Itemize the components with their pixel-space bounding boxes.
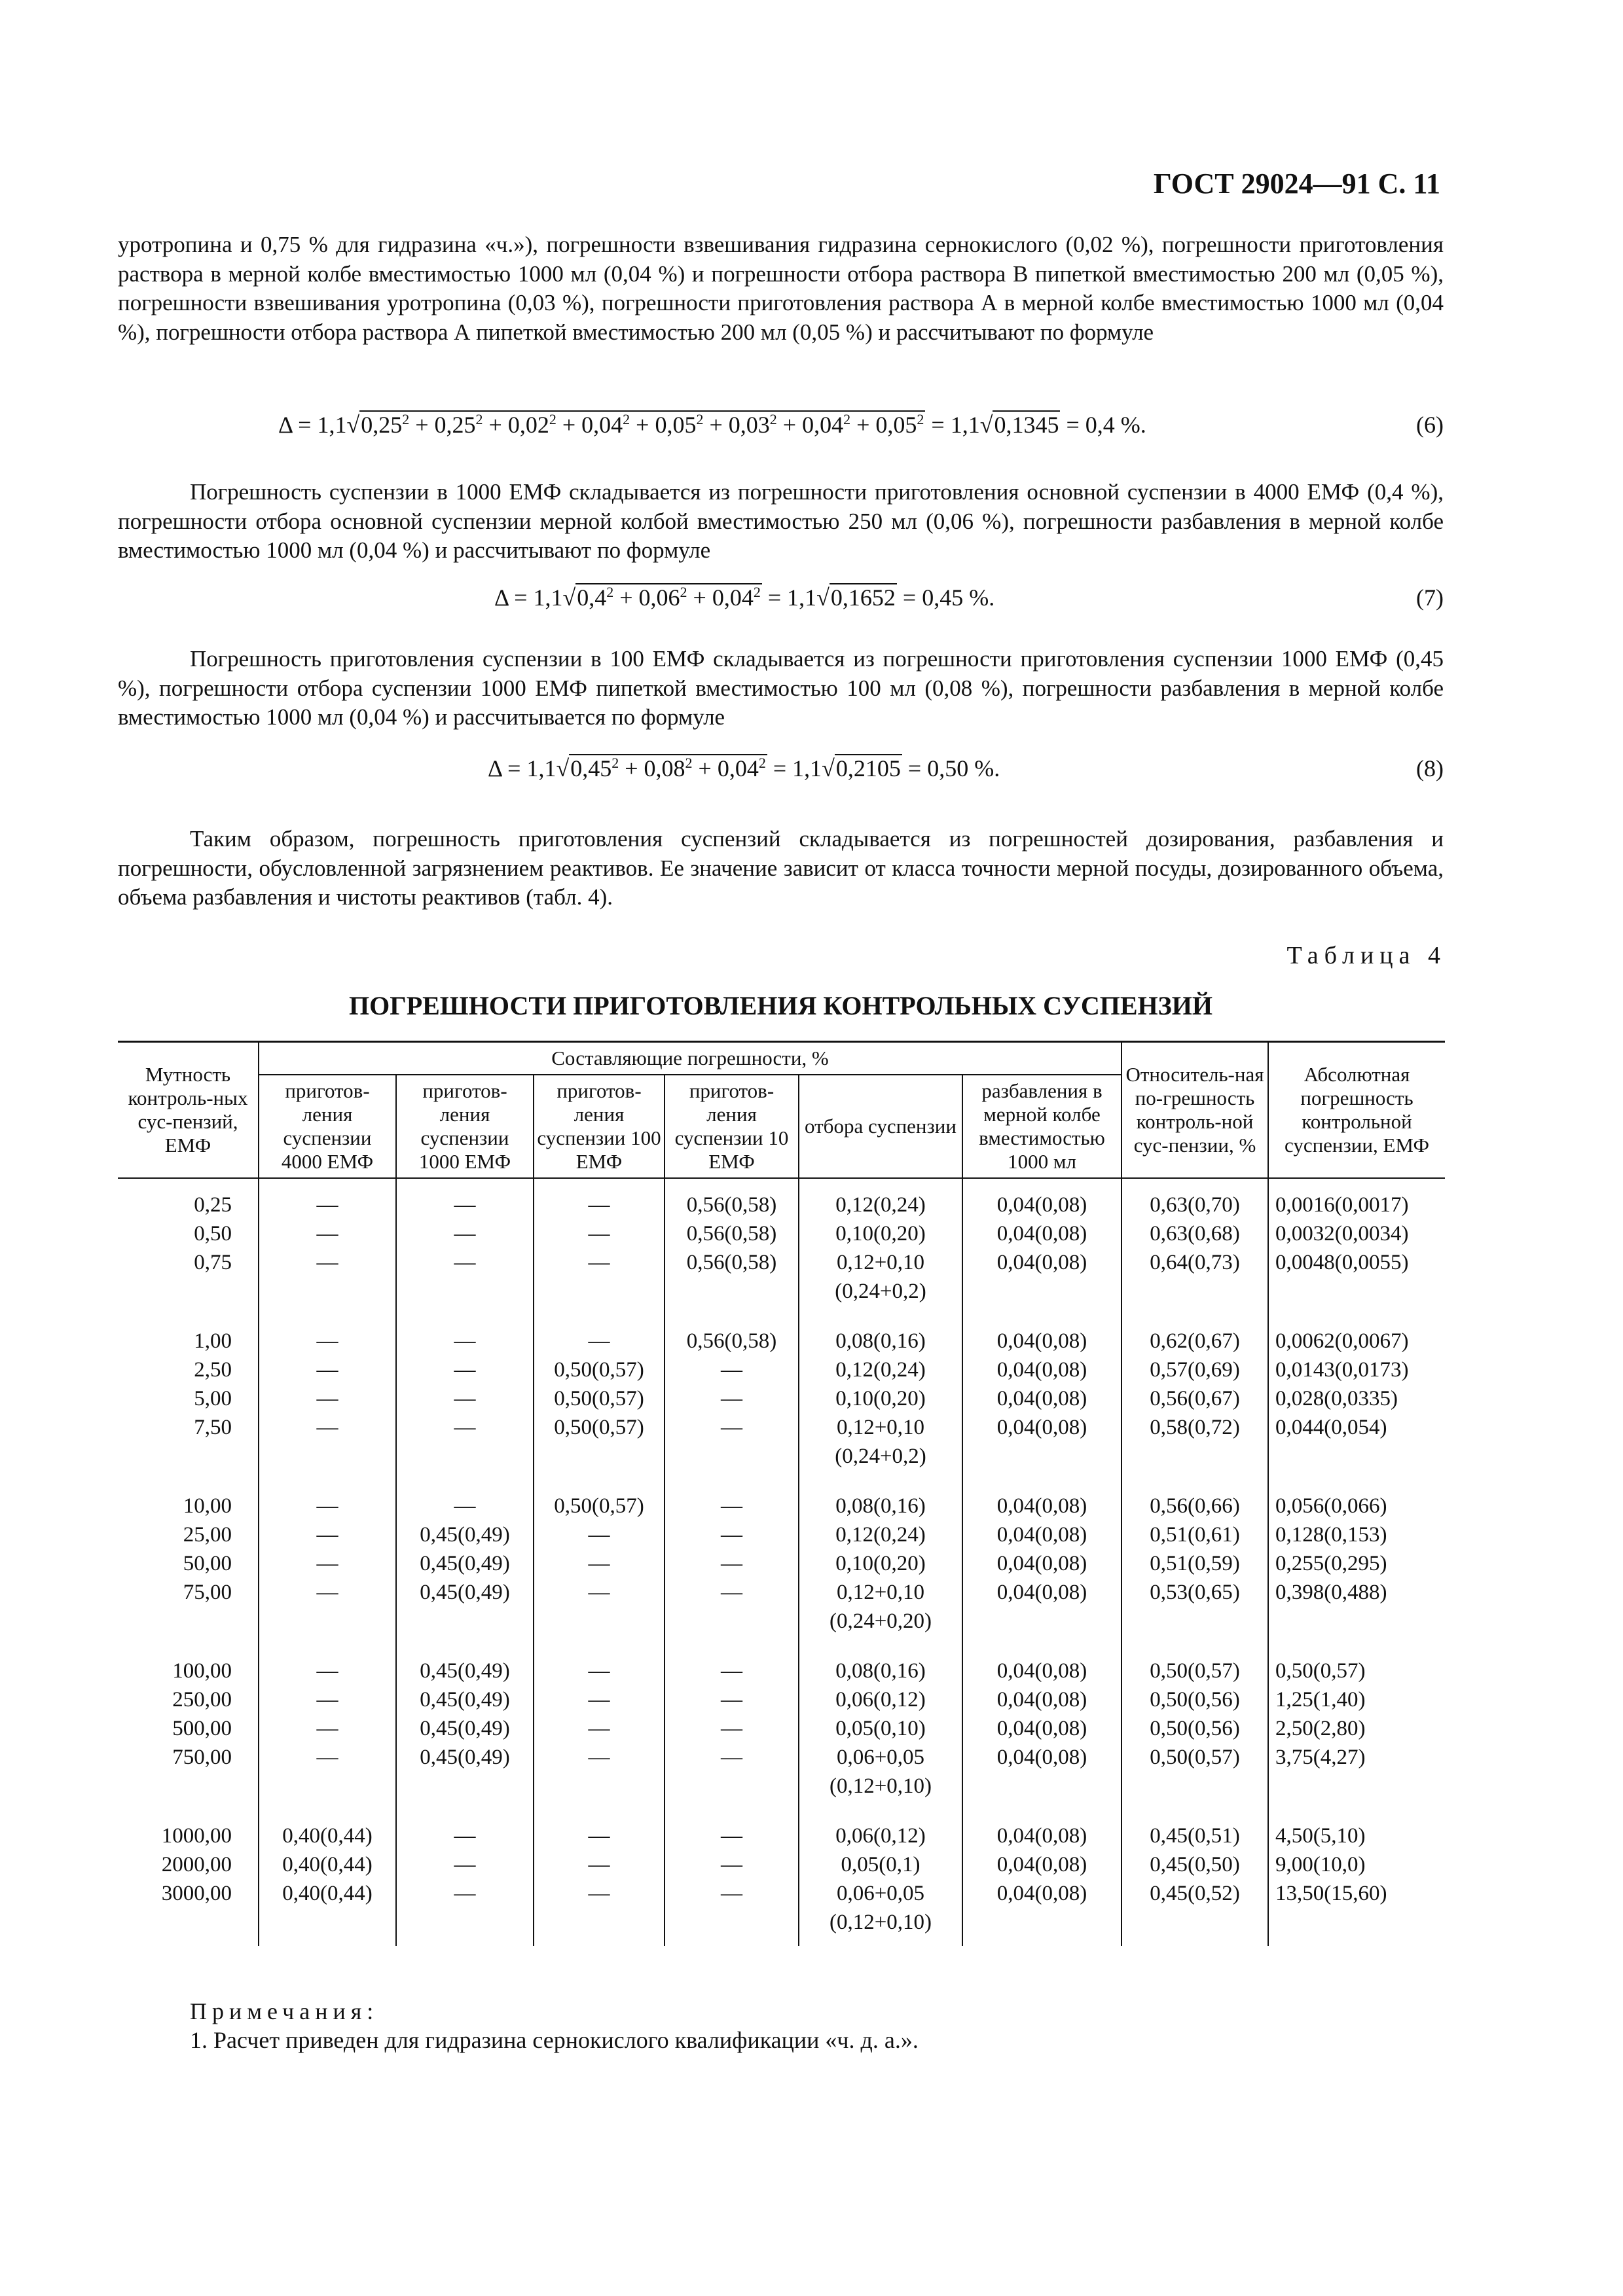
table-cell: 0,50(0,57) 1,25(1,40) 2,50(2,80) 3,75(4,27) [1268, 1645, 1445, 1810]
table-cell: 100,00 250,00 500,00 750,00 [118, 1645, 259, 1810]
table-row [118, 1480, 1445, 1645]
table-cell: 4,50(5,10) 9,00(10,0) 13,50(15,60) [1268, 1810, 1445, 1946]
table-cell: — — — [665, 1810, 799, 1946]
table-cell: — — — — [259, 1480, 396, 1645]
table-label: Таблица 4 [1286, 942, 1446, 969]
table-cell: 1,00 2,50 5,00 7,50 [118, 1315, 259, 1480]
table-cell: 1000,00 2000,00 3000,00 [118, 1810, 259, 1946]
table-cell: 0,45(0,49) 0,45(0,49) 0,45(0,49) 0,45(0,49) [396, 1645, 534, 1810]
note-1: 1. Расчет приведен для гидразина сернокислого квалификации «ч. д. а.». [190, 2027, 919, 2053]
table-cell: 0,04(0,08) 0,04(0,08) 0,04(0,08) 0,04(0,08) [962, 1315, 1122, 1480]
table-cell: 0,08(0,16) 0,06(0,12) 0,05(0,10) 0,06+0,05 (0,12+0,10) [799, 1645, 962, 1810]
header-prep-10: приготов-ления суспензии 10 ЕМФ [665, 1075, 799, 1178]
table-cell: — — — [534, 1178, 665, 1315]
formula-8-number: (8) [1416, 755, 1444, 781]
table-row [118, 1810, 1445, 1946]
table-cell: 0,04(0,08) 0,04(0,08) 0,04(0,08) 0,04(0,08) [962, 1645, 1122, 1810]
page-header: ГОСТ 29024—91 С. 11 [1153, 168, 1440, 200]
paragraph-3: Погрешность приготовления суспензии в 100 ЕМФ складывается из погрешности приготовления суспензии 1000 ЕМФ (0,45 %), погрешности отбора суспензии 1000 ЕМФ пипеткой вместимостью 100 мл (0,08 %), погрешности разбавления в мерной колбе вместимостью 1000 мл (0,04 %) и рассчитывается по формуле [118, 646, 1444, 730]
header-sampling: отбора суспензии [799, 1075, 962, 1178]
table-cell: 0,06(0,12) 0,05(0,1) 0,06+0,05 (0,12+0,10) [799, 1810, 962, 1946]
table-cell: — — — — [665, 1480, 799, 1645]
table-row [118, 1645, 1445, 1810]
formula-6 [118, 411, 1444, 448]
paragraph-2: Погрешность суспензии в 1000 ЕМФ складывается из погрешности приготовления основной суспензии в 4000 ЕМФ (0,4 %), погрешности отбора основной суспензии мерной колбой вместимостью 250 мл (0,06 %), погрешности разбавления в мерной колбе вместимостью 1000 мл (0,04 %) и рассчитывают по формуле [118, 479, 1444, 563]
table-cell: 0,56(0,66) 0,51(0,61) 0,51(0,59) 0,53(0,65) [1122, 1480, 1268, 1645]
formula-7 [118, 584, 1444, 620]
formula-7-expression: $\Delta = 1,1√0,4^2 + 0,06^2 + 0,04^2 = 1,1√0,1652 = 0,45$ %. [494, 584, 995, 611]
formula-6-number: (6) [1416, 412, 1444, 438]
header-prep-100: приготов-ления суспензии 100 ЕМФ [534, 1075, 665, 1178]
notes-title: Примечания: [190, 1998, 379, 2024]
table-cell: 0,08(0,16) 0,12(0,24) 0,10(0,20) 0,12+0,10 (0,24+0,20) [799, 1480, 962, 1645]
formula-8-expression: $\Delta = 1,1√0,45^2 + 0,08^2 + 0,04^2 = 1,1√0,2105 = 0,50$ %. [488, 755, 1000, 781]
table-cell: 0,0062(0,0067) 0,0143(0,0173) 0,028(0,0335) 0,044(0,054) [1268, 1315, 1445, 1480]
errors-table [118, 1041, 1445, 1946]
table-cell: — 0,45(0,49) 0,45(0,49) 0,45(0,49) [396, 1480, 534, 1645]
header-turbidity: Мутность контроль-ных сус-пензий, ЕМФ [118, 1042, 259, 1179]
table-cell: 0,63(0,70) 0,63(0,68) 0,64(0,73) [1122, 1178, 1268, 1315]
table-cell: — — — — [259, 1315, 396, 1480]
table-cell: 0,56(0,58) 0,56(0,58) 0,56(0,58) [665, 1178, 799, 1315]
table-cell: 10,00 25,00 50,00 75,00 [118, 1480, 259, 1645]
header-prep-1000: приготов-ления суспензии 1000 ЕМФ [396, 1075, 534, 1178]
table-row [118, 1178, 1445, 1315]
table-cell: 0,40(0,44) 0,40(0,44) 0,40(0,44) [259, 1810, 396, 1946]
table-cell: 0,04(0,08) 0,04(0,08) 0,04(0,08) [962, 1810, 1122, 1946]
table-cell: 0,08(0,16) 0,12(0,24) 0,10(0,20) 0,12+0,10 (0,24+0,2) [799, 1315, 962, 1480]
table-cell: 0,056(0,066) 0,128(0,153) 0,255(0,295) 0,398(0,488) [1268, 1480, 1445, 1645]
table-cell: — 0,50(0,57) 0,50(0,57) 0,50(0,57) [534, 1315, 665, 1480]
formula-6-expression: $\Delta = 1,1√0,25^2 + 0,25^2 + 0,02^2 + 0,04^2 + 0,05^2 + 0,03^2 + 0,04^2 + 0,05^2 = 1,1√0,1345 = 0,4$ %. [278, 411, 1146, 438]
table-title: ПОГРЕШНОСТИ ПРИГОТОВЛЕНИЯ КОНТРОЛЬНЫХ СУСПЕНЗИЙ [349, 991, 1213, 1020]
formula-8 [118, 755, 1444, 791]
table-cell: 0,0016(0,0017) 0,0032(0,0034) 0,0048(0,0055) [1268, 1178, 1445, 1315]
table-cell: 0,04(0,08) 0,04(0,08) 0,04(0,08) 0,04(0,08) [962, 1480, 1122, 1645]
table-cell: 0,45(0,51) 0,45(0,50) 0,45(0,52) [1122, 1810, 1268, 1946]
table-cell: 0,50(0,57) 0,50(0,56) 0,50(0,56) 0,50(0,57) [1122, 1645, 1268, 1810]
paragraph-1: уротропина и 0,75 % для гидразина «ч.»), погрешности взвешивания гидразина сернокислого (0,02 %), погрешности приготовления раствора в мерной колбе вместимостью 1000 мл (0,04 %) и погрешности отбора раствора В пипеткой вместимостью 200 мл (0,05 %), погрешности взвешивания уротропина (0,03 %), погрешности приготовления раствора А в мерной колбе вместимостью 1000 мл (0,04 %), погрешности отбора раствора А пипеткой вместимостью 200 мл (0,05 %) и рассчитывают по формуле [118, 232, 1444, 345]
header-relative-error: Относитель-ная по-грешность контроль-ной сус-пензии, % [1122, 1042, 1268, 1179]
table-cell: — — — [259, 1178, 396, 1315]
formula-7-number: (7) [1416, 584, 1444, 611]
table-cell: — — — [396, 1810, 534, 1946]
table-cell: — — — — [665, 1645, 799, 1810]
header-prep-4000: приготов-ления суспензии 4000 ЕМФ [259, 1075, 396, 1178]
table-cell: 0,12(0,24) 0,10(0,20) 0,12+0,10 (0,24+0,2) [799, 1178, 962, 1315]
header-absolute-error: Абсолютная погрешность контрольной суспензии, ЕМФ [1268, 1042, 1445, 1179]
table-cell: 0,56(0,58) — — — [665, 1315, 799, 1480]
header-components: Составляющие погрешности, % [259, 1042, 1122, 1075]
table-cell: 0,50(0,57) — — — [534, 1480, 665, 1645]
table-cell: 0,04(0,08) 0,04(0,08) 0,04(0,08) [962, 1178, 1122, 1315]
table-cell: — — — — [396, 1315, 534, 1480]
table-cell: 0,62(0,67) 0,57(0,69) 0,56(0,67) 0,58(0,72) [1122, 1315, 1268, 1480]
table-cell: — — — [534, 1810, 665, 1946]
header-dilution: разбавления в мерной колбе вместимостью 1000 мл [962, 1075, 1122, 1178]
table-row [118, 1315, 1445, 1480]
table-cell: 0,25 0,50 0,75 [118, 1178, 259, 1315]
paragraph-4: Таким образом, погрешность приготовления суспензий складывается из погрешностей дозирования, разбавления и погрешности, обусловленной загрязнением реактивов. Ее значение зависит от класса точности мерной посуды, дозированного объема, объема разбавления и чистоты реактивов (табл. 4). [118, 826, 1444, 910]
table-cell: — — — [396, 1178, 534, 1315]
table-cell: — — — — [259, 1645, 396, 1810]
table-body [118, 1178, 1445, 1946]
table-cell: — — — — [534, 1645, 665, 1810]
